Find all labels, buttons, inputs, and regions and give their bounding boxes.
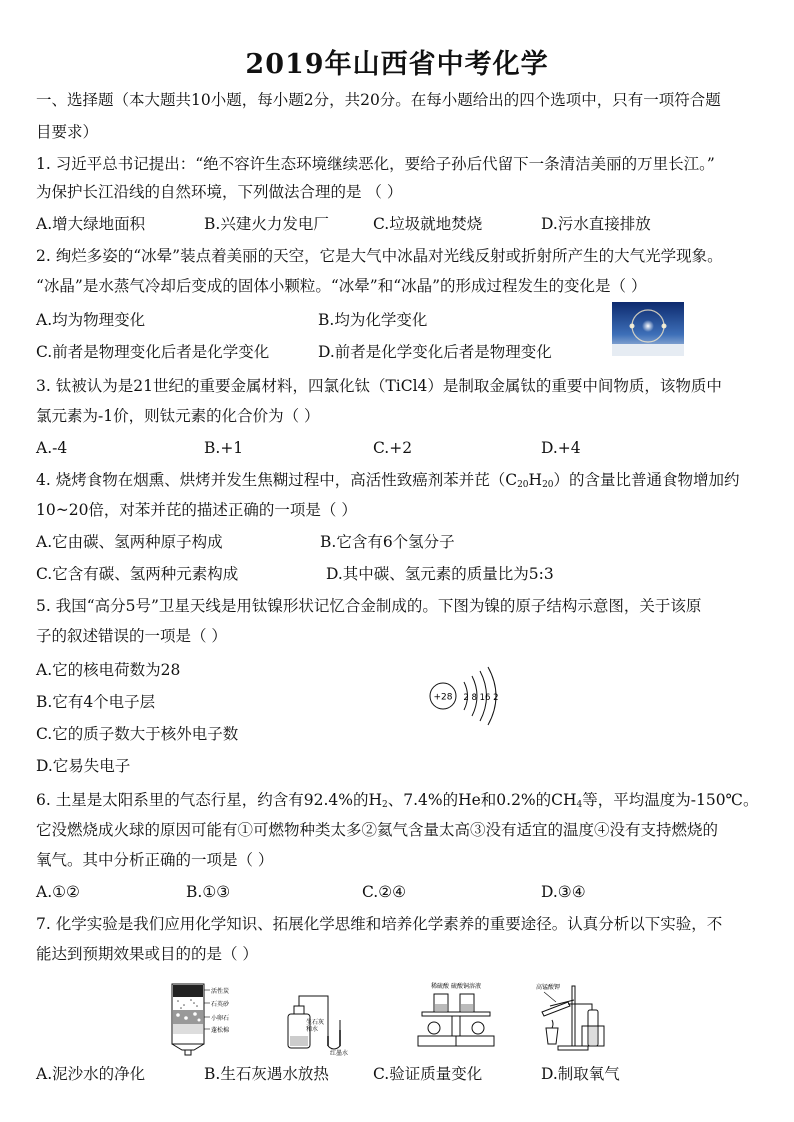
q2-option-a[interactable]: A.均为物理变化 [36,311,146,329]
q3-option-d[interactable]: D.+4 [541,439,581,457]
q4-option-a[interactable]: A.它由碳、氢两种原子构成 [36,533,223,551]
q2-option-b[interactable]: B.均为化学变化 [318,311,428,329]
q7-option-b[interactable]: B.生石灰遇水放热 [204,1065,329,1083]
q3-option-b[interactable]: B.+1 [204,439,244,457]
q1-option-d[interactable]: D.污水直接排放 [541,215,651,233]
svg-text:红墨水: 红墨水 [330,1050,349,1056]
q5-option-a[interactable]: A.它的核电荷数为28 [36,661,181,679]
q2-stem-line1: 2. 绚烂多姿的“冰晕”装点着美丽的天空，它是大气中冰晶对光线反射或折射所产生的大气光学现象。 [36,247,723,265]
svg-text:高锰酸钾: 高锰酸钾 [536,984,561,991]
q3-option-a[interactable]: A.-4 [36,439,68,457]
q3-option-c[interactable]: C.+2 [373,439,413,457]
q4-stem-line2: 10~20倍，对苯并芘的描述正确的一项是（ ） [36,501,357,519]
q1-option-c[interactable]: C.垃圾就地焚烧 [373,215,483,233]
q1-stem-line2: 为保护长江沿线的自然环境，下列做法合理的是 （ ） [36,183,403,201]
q2-option-c[interactable]: C.前者是物理变化后者是化学变化 [36,343,270,361]
q6-stem-line1: 6. 土星是太阳系里的气态行星，约含有92.4%的$H_2$、7.4%的He和0.2%的$CH_4$等，平均温度为-150℃。 [36,791,759,810]
ice-halo-photo [612,302,684,356]
q7-option-a[interactable]: A.泥沙水的净化 [36,1065,146,1083]
q5-stem-line1: 5. 我国“高分5号”卫星天线是用钛镍形状记忆合金制成的。下图为镍的原子结构示意图，关于该原 [36,597,702,615]
q6-option-b[interactable]: B.①③ [186,883,231,901]
svg-text:活性炭: 活性炭 [211,988,230,995]
q1-stem-line1: 1. 习近平总书记提出：“绝不容许生态环境继续恶化，要给子孙后代留下一条清洁美丽的万里长江。” [36,155,715,173]
q3-stem-line1: 3. 钛被认为是21世纪的重要金属材料，四氯化钛（TiCl4）是制取金属钛的重要中间物质，该物质中 [36,377,722,395]
q3-stem-line2: 氯元素为-1价，则钛元素的化合价为（ ） [36,407,320,425]
exam-title: 2019年山西省中考化学 [245,49,549,80]
shell-electron-counts: 2 8 16 2 [463,693,499,703]
q4-option-b[interactable]: B.它含有6个氢分子 [320,533,455,551]
q2-stem-line2: “冰晶”是水蒸气冷却后变成的固体小颗粒。“冰晕”和“冰晶”的形成过程发生的变化是（ ） [36,277,647,295]
q1-option-a[interactable]: A.增大绿地面积 [36,215,146,233]
q1-option-b[interactable]: B.兴建火力发电厂 [204,215,329,233]
nickel-atom-diagram [424,664,514,726]
q6-stem-line2: 它没燃烧成火球的原因可能有①可燃物种类太多②氦气含量太高③没有适宜的温度④没有支持燃烧的 [36,821,719,839]
q7-option-d[interactable]: D.制取氧气 [541,1065,620,1083]
q5-stem-line2: 子的叙述错误的一项是（ ） [36,627,227,645]
q4-option-d[interactable]: D.其中碳、氢元素的质量比为5:3 [326,565,554,583]
q6-option-d[interactable]: D.③④ [541,883,586,901]
filter-apparatus-figure [164,982,240,1056]
oxygen-apparatus-figure [532,980,622,1054]
svg-text:石英砂: 石英砂 [211,1001,230,1008]
q6-stem-line3: 氧气。其中分析正确的一项是（ ） [36,851,274,869]
q5-option-d[interactable]: D.它易失电子 [36,757,131,775]
q6-option-a[interactable]: A.①② [36,883,80,901]
svg-text:稀硫酸 硫酸铜溶液: 稀硫酸 硫酸铜溶液 [431,983,481,990]
balance-apparatus-figure [414,980,498,1054]
q7-option-c[interactable]: C.验证质量变化 [373,1065,483,1083]
q6-option-c[interactable]: C.②④ [362,883,407,901]
q4-stem-line1: 4. 烧烤食物在烟熏、烘烤并发生焦糊过程中，高活性致癌剂苯并芘$(C_{20}H_{20})$的含量比普通食物增加约 [36,471,740,490]
svg-text:和水: 和水 [306,1026,319,1033]
section-instructions-line2: 目要求） [36,123,99,141]
q5-option-b[interactable]: B.它有4个电子层 [36,693,156,711]
q5-option-c[interactable]: C.它的质子数大于核外电子数 [36,725,239,743]
svg-text:生石灰: 生石灰 [306,1019,325,1026]
q7-stem-line2: 能达到预期效果或目的的是（ ） [36,945,258,963]
q4-option-c[interactable]: C.它含有碳、氢两种元素构成 [36,565,239,583]
q2-option-d[interactable]: D.前者是化学变化后者是物理变化 [318,343,552,361]
svg-text:蓬松棉: 蓬松棉 [211,1027,230,1034]
section-instructions-line1: 一、选择题（本大题共10小题，每小题2分，共20分。在每小题给出的四个选项中，只有一项符合题 [36,91,721,109]
q7-stem-line1: 7. 化学实验是我们应用化学知识、拓展化学思维和培养化学素养的重要途径。认真分析以下实验，不 [36,915,723,933]
quicklime-apparatus-figure [282,990,356,1056]
svg-text:小卵石: 小卵石 [211,1015,230,1022]
nucleus-charge: +28 [433,692,453,703]
